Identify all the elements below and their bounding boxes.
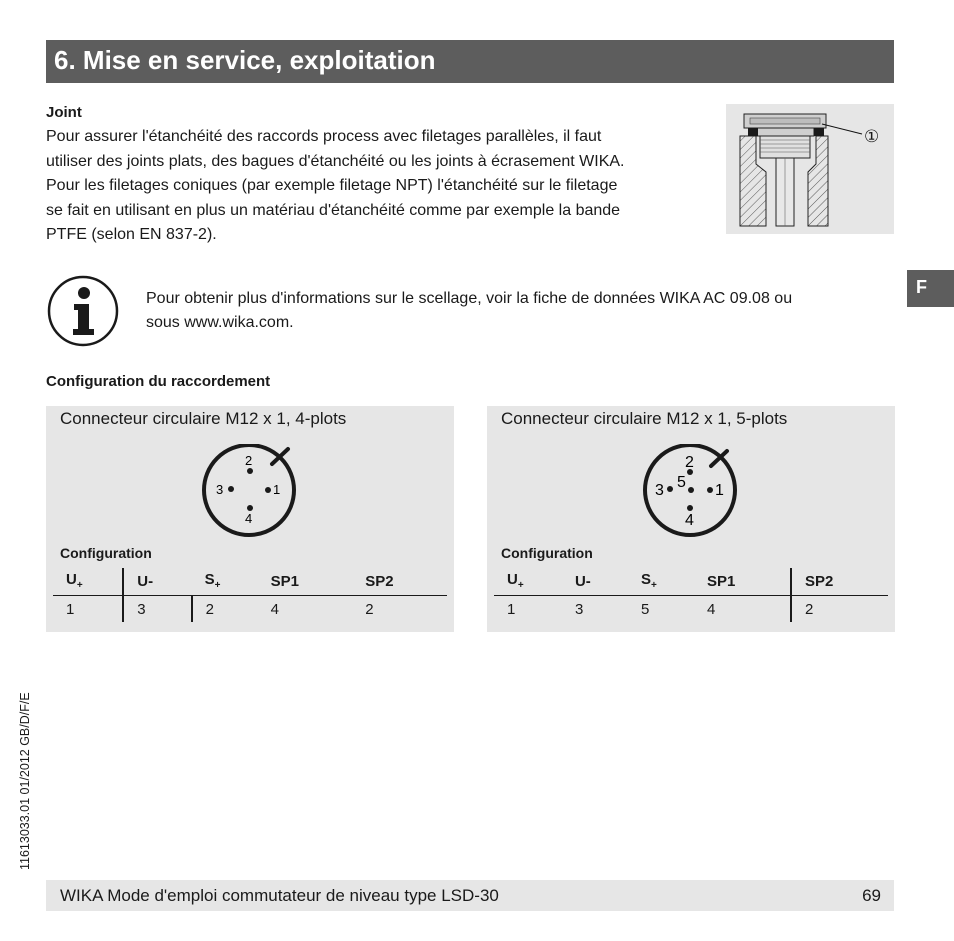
page-number: 69 <box>862 886 881 905</box>
joint-line: se fait en utilisant en plus un matériau d'étanchéité comme par exemple la bande <box>46 201 621 219</box>
joint-paragraph <box>46 125 726 248</box>
joint-line: PTFE (selon EN 837-2). <box>46 226 217 243</box>
panel-title: Connecteur circulaire M12 x 1, 5-plots <box>501 409 788 428</box>
table-cell: 3 <box>123 596 191 623</box>
panel-title: Connecteur circulaire M12 x 1, 4-plots <box>60 409 347 428</box>
config-heading: Configuration du raccordement <box>46 373 271 390</box>
pin-1-dot <box>707 487 713 493</box>
column-header: $U_+$ <box>494 568 562 596</box>
page-footer <box>46 880 894 911</box>
column-header: $S_+$ <box>628 568 694 596</box>
seal-diagram <box>726 104 894 234</box>
language-tab-label: F <box>916 277 927 297</box>
table-header-row <box>494 568 888 596</box>
table-cell: 4 <box>270 600 279 618</box>
pin-label-5: 5 <box>677 474 686 491</box>
section-title: 6. Mise en service, exploitation <box>54 45 436 75</box>
pin-assignment-table <box>494 568 888 622</box>
pin-label-3: 3 <box>216 482 224 497</box>
pin-3-dot <box>228 486 234 492</box>
callout-marker: ① <box>864 127 880 146</box>
joint-line: utiliser des joints plats, des bagues d'étanchéité ou les joints à écrasement WIKA. <box>46 152 625 170</box>
column-header: SP2 <box>352 568 447 596</box>
column-header: SP1 <box>258 568 353 596</box>
info-line: Pour obtenir plus d'informations sur le scellage, voir la fiche de données WIKA AC 09.08 ou <box>146 290 793 307</box>
connector-panel-4pin <box>46 406 454 632</box>
pin-3-dot <box>667 486 673 492</box>
column-header: $U_+$ <box>53 568 123 596</box>
table-cell: 5 <box>640 600 650 618</box>
column-header: U- <box>123 568 191 596</box>
pin-1-dot <box>265 487 271 493</box>
pin-assignment-table <box>53 568 447 622</box>
pin-label-2: 2 <box>245 453 253 468</box>
pin-label-1: 1 <box>715 482 724 499</box>
pin-label-1: 1 <box>273 482 281 497</box>
seal-diagram-drawing <box>726 104 894 234</box>
pin-2-dot <box>247 468 253 474</box>
document-reference: 11613033.01 01/2012 GB/D/F/E <box>18 692 32 870</box>
table-cell: 1 <box>507 600 516 618</box>
table-row <box>494 596 888 623</box>
pin-config-subheading: Configuration <box>501 545 593 561</box>
info-line: sous www.wika.com. <box>146 314 294 331</box>
table-cell: 2 <box>365 600 374 618</box>
table-cell: 2 <box>791 596 888 623</box>
language-tab <box>907 270 954 307</box>
joint-line: Pour assurer l'étanchéité des raccords process avec filetages parallèles, il faut <box>46 128 602 145</box>
footer-title: WIKA Mode d'emploi commutateur de niveau type LSD-30 <box>60 886 499 905</box>
table-cell: 1 <box>66 600 75 618</box>
pin-config-subheading: Configuration <box>60 545 152 561</box>
table-header-row <box>53 568 447 596</box>
table-cell: 2 <box>192 596 258 623</box>
info-icon <box>47 275 119 347</box>
table-row <box>53 596 447 623</box>
connector-5pin-diagram <box>635 444 745 544</box>
table-cell: 3 <box>574 600 584 618</box>
joint-heading: Joint <box>46 104 82 121</box>
pin-label-2: 2 <box>685 454 694 471</box>
column-header: $S_+$ <box>192 568 258 596</box>
section-header <box>46 40 894 83</box>
pin-5-dot <box>688 487 694 493</box>
column-header: SP2 <box>791 568 888 596</box>
table-cell: 4 <box>707 600 716 618</box>
column-header: U- <box>562 568 628 596</box>
connector-4pin-diagram <box>194 444 304 544</box>
pin-label-4: 4 <box>685 512 694 529</box>
pin-4-dot <box>687 505 693 511</box>
joint-line: Pour les filetages coniques (par exemple filetage NPT) l'étanchéité sur le filetage <box>46 177 618 194</box>
info-note <box>146 287 894 335</box>
connector-panel-5pin <box>487 406 895 632</box>
pin-label-4: 4 <box>245 511 253 526</box>
pin-label-3: 3 <box>655 482 664 499</box>
column-header: SP1 <box>694 568 791 596</box>
